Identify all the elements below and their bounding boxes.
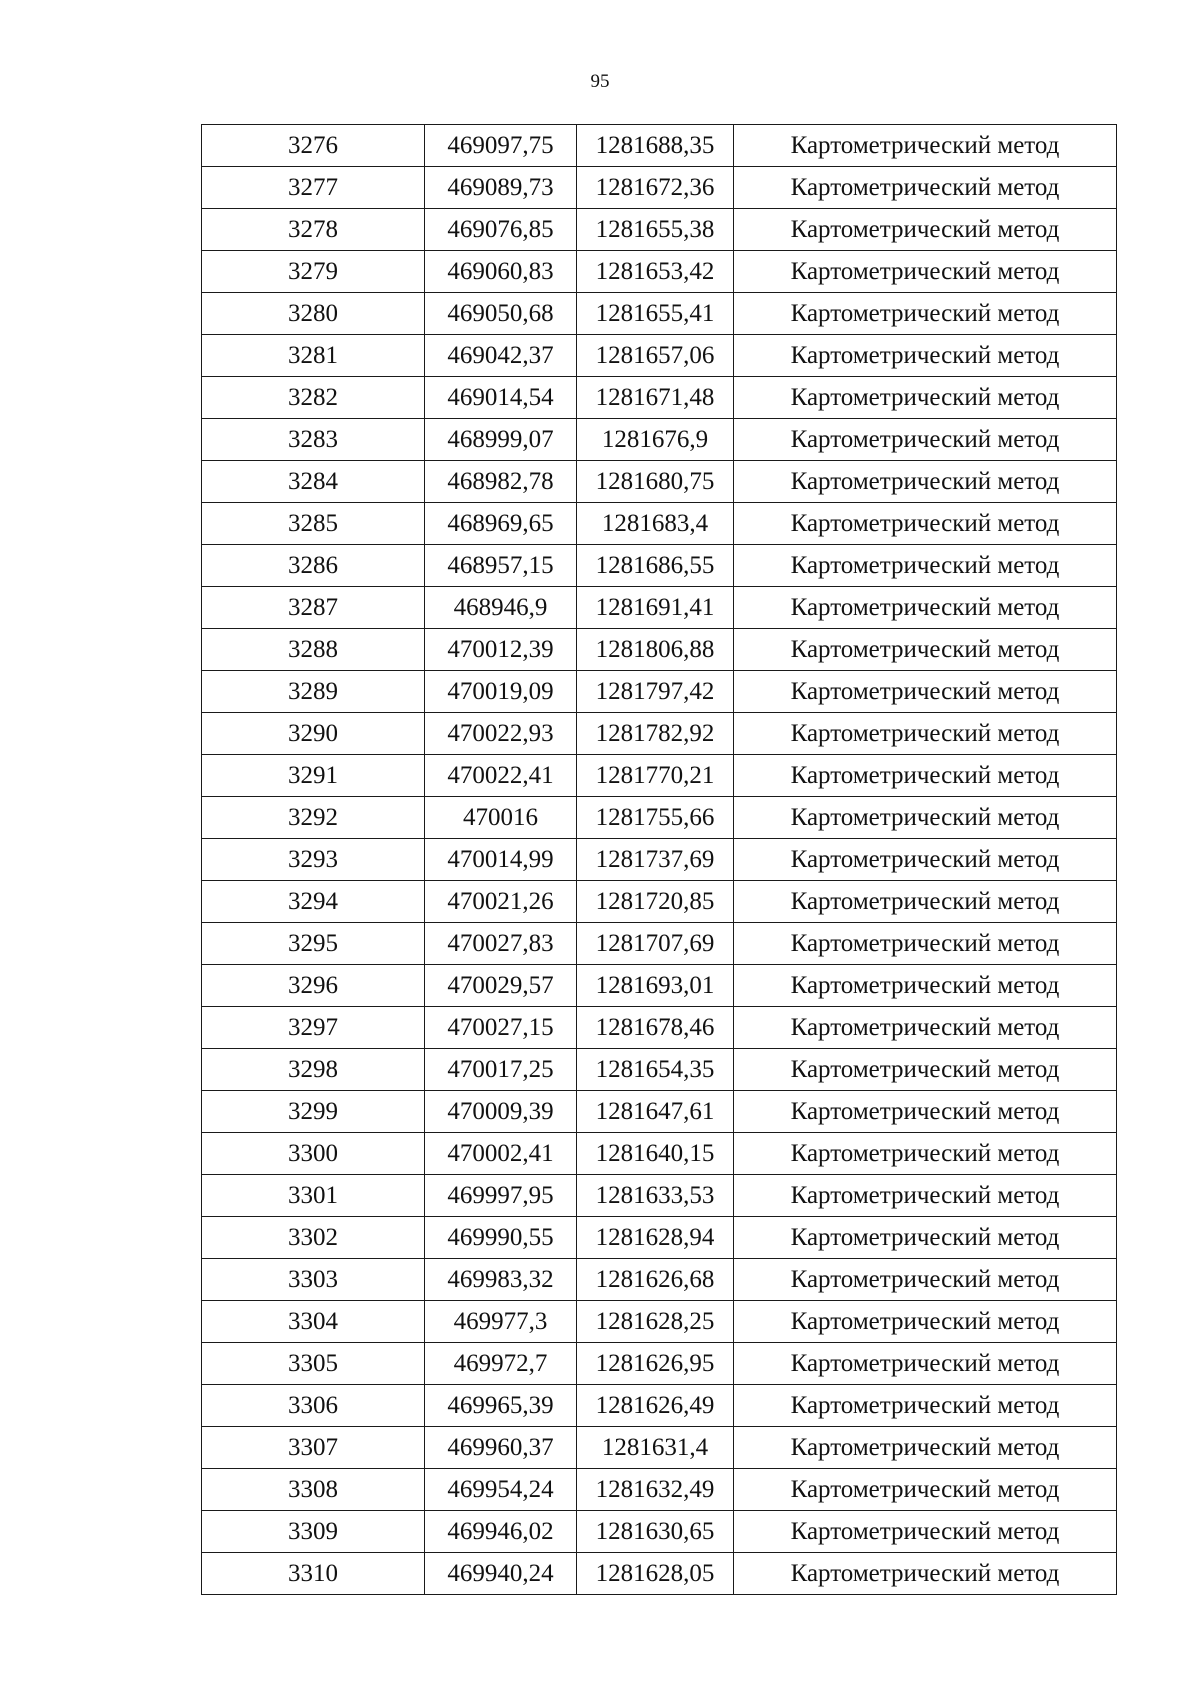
table-row — [202, 923, 1117, 965]
method-cell: Картометрический метод — [734, 923, 1117, 965]
point-number-cell: 3277 — [202, 167, 425, 209]
point-number-cell: 3296 — [202, 965, 425, 1007]
table-row — [202, 671, 1117, 713]
table-row — [202, 1217, 1117, 1259]
x-coordinate-cell: 470002,41 — [425, 1133, 577, 1175]
table-row — [202, 1133, 1117, 1175]
point-number-cell: 3276 — [202, 125, 425, 167]
point-number-cell: 3292 — [202, 797, 425, 839]
point-number-cell: 3308 — [202, 1469, 425, 1511]
point-number-cell: 3299 — [202, 1091, 425, 1133]
x-coordinate-cell: 469060,83 — [425, 251, 577, 293]
y-coordinate-cell: 1281640,15 — [577, 1133, 734, 1175]
method-cell: Картометрический метод — [734, 881, 1117, 923]
y-coordinate-cell: 1281683,4 — [577, 503, 734, 545]
method-cell: Картометрический метод — [734, 251, 1117, 293]
method-cell: Картометрический метод — [734, 1553, 1117, 1595]
y-coordinate-cell: 1281655,41 — [577, 293, 734, 335]
table-row — [202, 1175, 1117, 1217]
x-coordinate-cell: 470022,41 — [425, 755, 577, 797]
method-cell: Картометрический метод — [734, 713, 1117, 755]
y-coordinate-cell: 1281633,53 — [577, 1175, 734, 1217]
table-row — [202, 419, 1117, 461]
y-coordinate-cell: 1281626,68 — [577, 1259, 734, 1301]
table-row — [202, 1091, 1117, 1133]
x-coordinate-cell: 469940,24 — [425, 1553, 577, 1595]
x-coordinate-cell: 469050,68 — [425, 293, 577, 335]
method-cell: Картометрический метод — [734, 503, 1117, 545]
x-coordinate-cell: 469965,39 — [425, 1385, 577, 1427]
method-cell: Картометрический метод — [734, 797, 1117, 839]
table-row — [202, 587, 1117, 629]
y-coordinate-cell: 1281676,9 — [577, 419, 734, 461]
table-row — [202, 755, 1117, 797]
x-coordinate-cell: 469097,75 — [425, 125, 577, 167]
x-coordinate-cell: 469089,73 — [425, 167, 577, 209]
y-coordinate-cell: 1281680,75 — [577, 461, 734, 503]
coordinates-table-body — [202, 125, 1117, 1595]
method-cell: Картометрический метод — [734, 965, 1117, 1007]
table-row — [202, 629, 1117, 671]
x-coordinate-cell: 469972,7 — [425, 1343, 577, 1385]
point-number-cell: 3290 — [202, 713, 425, 755]
method-cell: Картометрический метод — [734, 377, 1117, 419]
x-coordinate-cell: 468999,07 — [425, 419, 577, 461]
x-coordinate-cell: 469983,32 — [425, 1259, 577, 1301]
y-coordinate-cell: 1281657,06 — [577, 335, 734, 377]
y-coordinate-cell: 1281782,92 — [577, 713, 734, 755]
x-coordinate-cell: 470021,26 — [425, 881, 577, 923]
y-coordinate-cell: 1281654,35 — [577, 1049, 734, 1091]
method-cell: Картометрический метод — [734, 335, 1117, 377]
table-row — [202, 1007, 1117, 1049]
method-cell: Картометрический метод — [734, 1175, 1117, 1217]
method-cell: Картометрический метод — [734, 1217, 1117, 1259]
method-cell: Картометрический метод — [734, 1427, 1117, 1469]
point-number-cell: 3283 — [202, 419, 425, 461]
y-coordinate-cell: 1281686,55 — [577, 545, 734, 587]
coordinates-table — [201, 124, 1117, 1595]
y-coordinate-cell: 1281737,69 — [577, 839, 734, 881]
point-number-cell: 3278 — [202, 209, 425, 251]
x-coordinate-cell: 468946,9 — [425, 587, 577, 629]
point-number-cell: 3309 — [202, 1511, 425, 1553]
table-row — [202, 461, 1117, 503]
y-coordinate-cell: 1281688,35 — [577, 125, 734, 167]
x-coordinate-cell: 470009,39 — [425, 1091, 577, 1133]
method-cell: Картометрический метод — [734, 1007, 1117, 1049]
y-coordinate-cell: 1281655,38 — [577, 209, 734, 251]
point-number-cell: 3293 — [202, 839, 425, 881]
method-cell: Картометрический метод — [734, 587, 1117, 629]
table-row — [202, 503, 1117, 545]
table-row — [202, 377, 1117, 419]
method-cell: Картометрический метод — [734, 1469, 1117, 1511]
method-cell: Картометрический метод — [734, 671, 1117, 713]
x-coordinate-cell: 470019,09 — [425, 671, 577, 713]
table-row — [202, 1553, 1117, 1595]
x-coordinate-cell: 469076,85 — [425, 209, 577, 251]
point-number-cell: 3295 — [202, 923, 425, 965]
method-cell: Картометрический метод — [734, 1133, 1117, 1175]
method-cell: Картометрический метод — [734, 1259, 1117, 1301]
method-cell: Картометрический метод — [734, 293, 1117, 335]
point-number-cell: 3287 — [202, 587, 425, 629]
method-cell: Картометрический метод — [734, 167, 1117, 209]
table-row — [202, 713, 1117, 755]
table-row — [202, 1343, 1117, 1385]
method-cell: Картометрический метод — [734, 755, 1117, 797]
point-number-cell: 3306 — [202, 1385, 425, 1427]
y-coordinate-cell: 1281693,01 — [577, 965, 734, 1007]
table-row — [202, 545, 1117, 587]
x-coordinate-cell: 470012,39 — [425, 629, 577, 671]
table-row — [202, 1301, 1117, 1343]
method-cell: Картометрический метод — [734, 209, 1117, 251]
x-coordinate-cell: 470027,83 — [425, 923, 577, 965]
y-coordinate-cell: 1281628,05 — [577, 1553, 734, 1595]
point-number-cell: 3310 — [202, 1553, 425, 1595]
x-coordinate-cell: 470027,15 — [425, 1007, 577, 1049]
table-row — [202, 1427, 1117, 1469]
x-coordinate-cell: 470017,25 — [425, 1049, 577, 1091]
point-number-cell: 3291 — [202, 755, 425, 797]
x-coordinate-cell: 469954,24 — [425, 1469, 577, 1511]
x-coordinate-cell: 469014,54 — [425, 377, 577, 419]
y-coordinate-cell: 1281678,46 — [577, 1007, 734, 1049]
point-number-cell: 3298 — [202, 1049, 425, 1091]
y-coordinate-cell: 1281672,36 — [577, 167, 734, 209]
point-number-cell: 3297 — [202, 1007, 425, 1049]
y-coordinate-cell: 1281671,48 — [577, 377, 734, 419]
point-number-cell: 3286 — [202, 545, 425, 587]
x-coordinate-cell: 470014,99 — [425, 839, 577, 881]
point-number-cell: 3307 — [202, 1427, 425, 1469]
x-coordinate-cell: 468982,78 — [425, 461, 577, 503]
y-coordinate-cell: 1281647,61 — [577, 1091, 734, 1133]
method-cell: Картометрический метод — [734, 1049, 1117, 1091]
x-coordinate-cell: 469997,95 — [425, 1175, 577, 1217]
point-number-cell: 3280 — [202, 293, 425, 335]
x-coordinate-cell: 470016 — [425, 797, 577, 839]
table-row — [202, 1469, 1117, 1511]
x-coordinate-cell: 468957,15 — [425, 545, 577, 587]
point-number-cell: 3285 — [202, 503, 425, 545]
y-coordinate-cell: 1281720,85 — [577, 881, 734, 923]
y-coordinate-cell: 1281628,25 — [577, 1301, 734, 1343]
x-coordinate-cell: 470029,57 — [425, 965, 577, 1007]
table-row — [202, 1511, 1117, 1553]
point-number-cell: 3282 — [202, 377, 425, 419]
x-coordinate-cell: 470022,93 — [425, 713, 577, 755]
method-cell: Картометрический метод — [734, 1091, 1117, 1133]
point-number-cell: 3303 — [202, 1259, 425, 1301]
y-coordinate-cell: 1281653,42 — [577, 251, 734, 293]
y-coordinate-cell: 1281770,21 — [577, 755, 734, 797]
table-row — [202, 881, 1117, 923]
point-number-cell: 3289 — [202, 671, 425, 713]
point-number-cell: 3304 — [202, 1301, 425, 1343]
table-row — [202, 965, 1117, 1007]
method-cell: Картометрический метод — [734, 1301, 1117, 1343]
method-cell: Картометрический метод — [734, 125, 1117, 167]
table-row — [202, 251, 1117, 293]
x-coordinate-cell: 468969,65 — [425, 503, 577, 545]
table-row — [202, 797, 1117, 839]
point-number-cell: 3279 — [202, 251, 425, 293]
point-number-cell: 3302 — [202, 1217, 425, 1259]
x-coordinate-cell: 469042,37 — [425, 335, 577, 377]
page-number: 95 — [590, 71, 610, 92]
y-coordinate-cell: 1281631,4 — [577, 1427, 734, 1469]
method-cell: Картометрический метод — [734, 629, 1117, 671]
table-row — [202, 125, 1117, 167]
x-coordinate-cell: 469960,37 — [425, 1427, 577, 1469]
table-row — [202, 839, 1117, 881]
point-number-cell: 3288 — [202, 629, 425, 671]
method-cell: Картометрический метод — [734, 1385, 1117, 1427]
point-number-cell: 3305 — [202, 1343, 425, 1385]
x-coordinate-cell: 469946,02 — [425, 1511, 577, 1553]
y-coordinate-cell: 1281707,69 — [577, 923, 734, 965]
method-cell: Картометрический метод — [734, 1343, 1117, 1385]
x-coordinate-cell: 469990,55 — [425, 1217, 577, 1259]
method-cell: Картометрический метод — [734, 419, 1117, 461]
method-cell: Картометрический метод — [734, 461, 1117, 503]
y-coordinate-cell: 1281632,49 — [577, 1469, 734, 1511]
point-number-cell: 3284 — [202, 461, 425, 503]
y-coordinate-cell: 1281626,95 — [577, 1343, 734, 1385]
x-coordinate-cell: 469977,3 — [425, 1301, 577, 1343]
table-row — [202, 209, 1117, 251]
method-cell: Картометрический метод — [734, 545, 1117, 587]
y-coordinate-cell: 1281630,65 — [577, 1511, 734, 1553]
table-row — [202, 167, 1117, 209]
table-row — [202, 293, 1117, 335]
point-number-cell: 3281 — [202, 335, 425, 377]
y-coordinate-cell: 1281755,66 — [577, 797, 734, 839]
y-coordinate-cell: 1281691,41 — [577, 587, 734, 629]
y-coordinate-cell: 1281806,88 — [577, 629, 734, 671]
method-cell: Картометрический метод — [734, 1511, 1117, 1553]
table-row — [202, 1049, 1117, 1091]
y-coordinate-cell: 1281626,49 — [577, 1385, 734, 1427]
table-row — [202, 1259, 1117, 1301]
y-coordinate-cell: 1281797,42 — [577, 671, 734, 713]
point-number-cell: 3294 — [202, 881, 425, 923]
table-row — [202, 1385, 1117, 1427]
point-number-cell: 3300 — [202, 1133, 425, 1175]
method-cell: Картометрический метод — [734, 839, 1117, 881]
y-coordinate-cell: 1281628,94 — [577, 1217, 734, 1259]
table-row — [202, 335, 1117, 377]
point-number-cell: 3301 — [202, 1175, 425, 1217]
